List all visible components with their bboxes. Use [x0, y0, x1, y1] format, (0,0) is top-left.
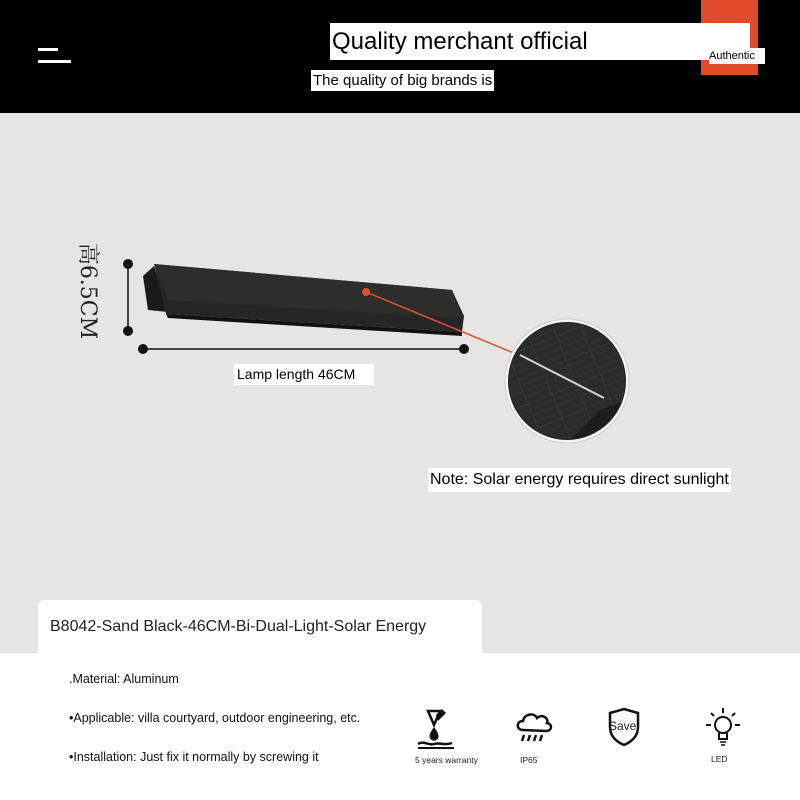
length-label: Lamp length 46CM	[234, 364, 374, 385]
length-dimension	[138, 344, 469, 354]
height-dimension	[123, 259, 133, 336]
height-label: 高6.5CM	[75, 242, 100, 340]
warranty-label: 5 years warranty	[415, 755, 478, 765]
page-subtitle: The quality of big brands is	[313, 72, 493, 89]
rain-cloud-icon	[514, 710, 554, 744]
page-title: Quality merchant official	[330, 23, 750, 60]
save-label: Save	[609, 719, 637, 733]
ip65-label: IP65	[520, 755, 538, 765]
model-name: B8042-Sand Black-46CM-Bi-Dual-Light-Solar Energy	[50, 618, 427, 635]
sunlight-note: Note: Solar energy requires direct sunlight	[428, 468, 731, 492]
badge-label: Authentic	[709, 48, 765, 64]
warranty-icon	[414, 707, 458, 749]
spec-applicable: •Applicable: villa courtyard, outdoor engineering, etc.	[69, 711, 361, 725]
spec-installation: •Installation: Just fix it normally by screwing it	[69, 750, 319, 764]
pointer-dot	[362, 288, 370, 296]
spec-material: .Material: Aluminum	[69, 672, 179, 686]
led-label: LED	[711, 754, 728, 764]
solar-panel-zoom	[500, 300, 640, 450]
lamp-body	[143, 264, 464, 336]
light-bulb-icon	[704, 705, 742, 753]
